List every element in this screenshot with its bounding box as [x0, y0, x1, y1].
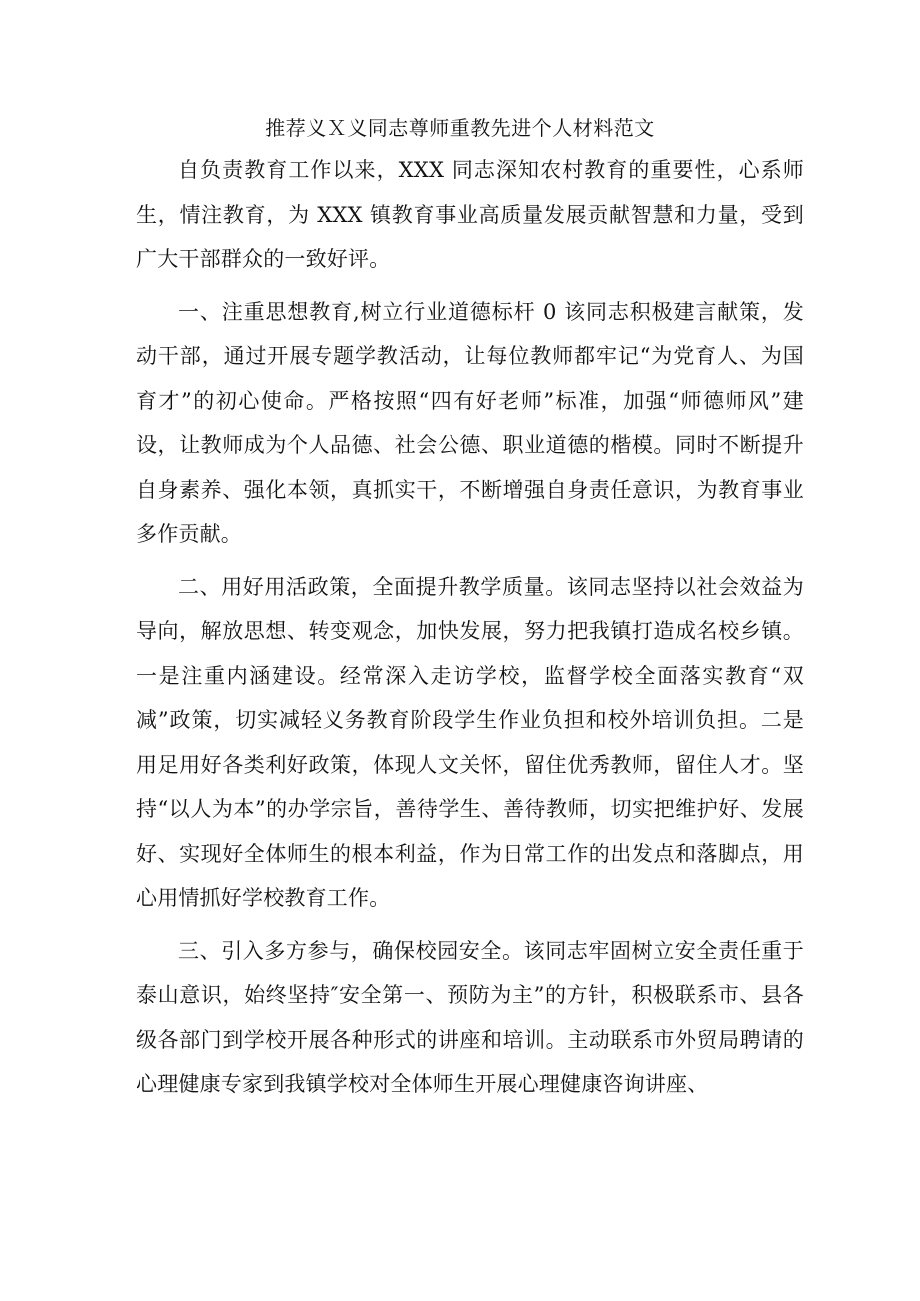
paragraph-section-2: 二、用好用活政策，全面提升教学质量。该同志坚持以社会效益为导向，解放思想、转变观念，加快发展，努力把我镇打造成名校乡镇。一是注重内涵建设。经常深入走访学校，监督学校全面落实教育“双减”政策，切实减轻义务教育阶段学生作业负担和校外培训负担。二是用足用好各类利好政策，体现人文关怀，留住优秀教师，留住人才。坚持“以人为本”的办学宗旨，善待学生、善待教师，切实把维护好、发展好、实现好全体师生的根本利益，作为日常工作的出发点和落脚点，用心用情抓好学校教育工作。	[136, 574, 804, 910]
paragraph-section-1: 一、注重思想教育,树立行业道德标杆 0 该同志积极建言献策，发动干部，通过开展专题学教活动，让每位教师都牢记“为党育人、为国育才”的初心使命。严格按照“四有好老师”标准，加强“师德师风”建设，让教师成为个人品德、社会公德、职业道德的楷模。同时不断提升自身素养、强化本领，真抓实干，不断增强自身责任意识，为教育事业多作贡献。	[136, 299, 804, 546]
document-body	[136, 148, 804, 1107]
document-title: 推荐义Ｘ义同志尊师重教先进个人材料范文	[265, 116, 655, 140]
paragraph-section-3: 三、引入多方参与，确保校园安全。该同志牢固树立安全责任重于泰山意识，始终坚持″安全第一、预防为主”的方针，积极联系市、县各级各部门到学校开展各种形式的讲座和培训。主动联系市外贸局聘请的心理健康专家到我镇学校对全体师生开展心理健康咨询讲座、	[136, 938, 804, 1096]
paragraph-intro: 自负责教育工作以来，XXX 同志深知农村教育的重要性，心系师生，情注教育，为 XXX 镇教育事业高质量发展贡献智慧和力量，受到广大干部群众的一致好评。	[136, 158, 804, 271]
